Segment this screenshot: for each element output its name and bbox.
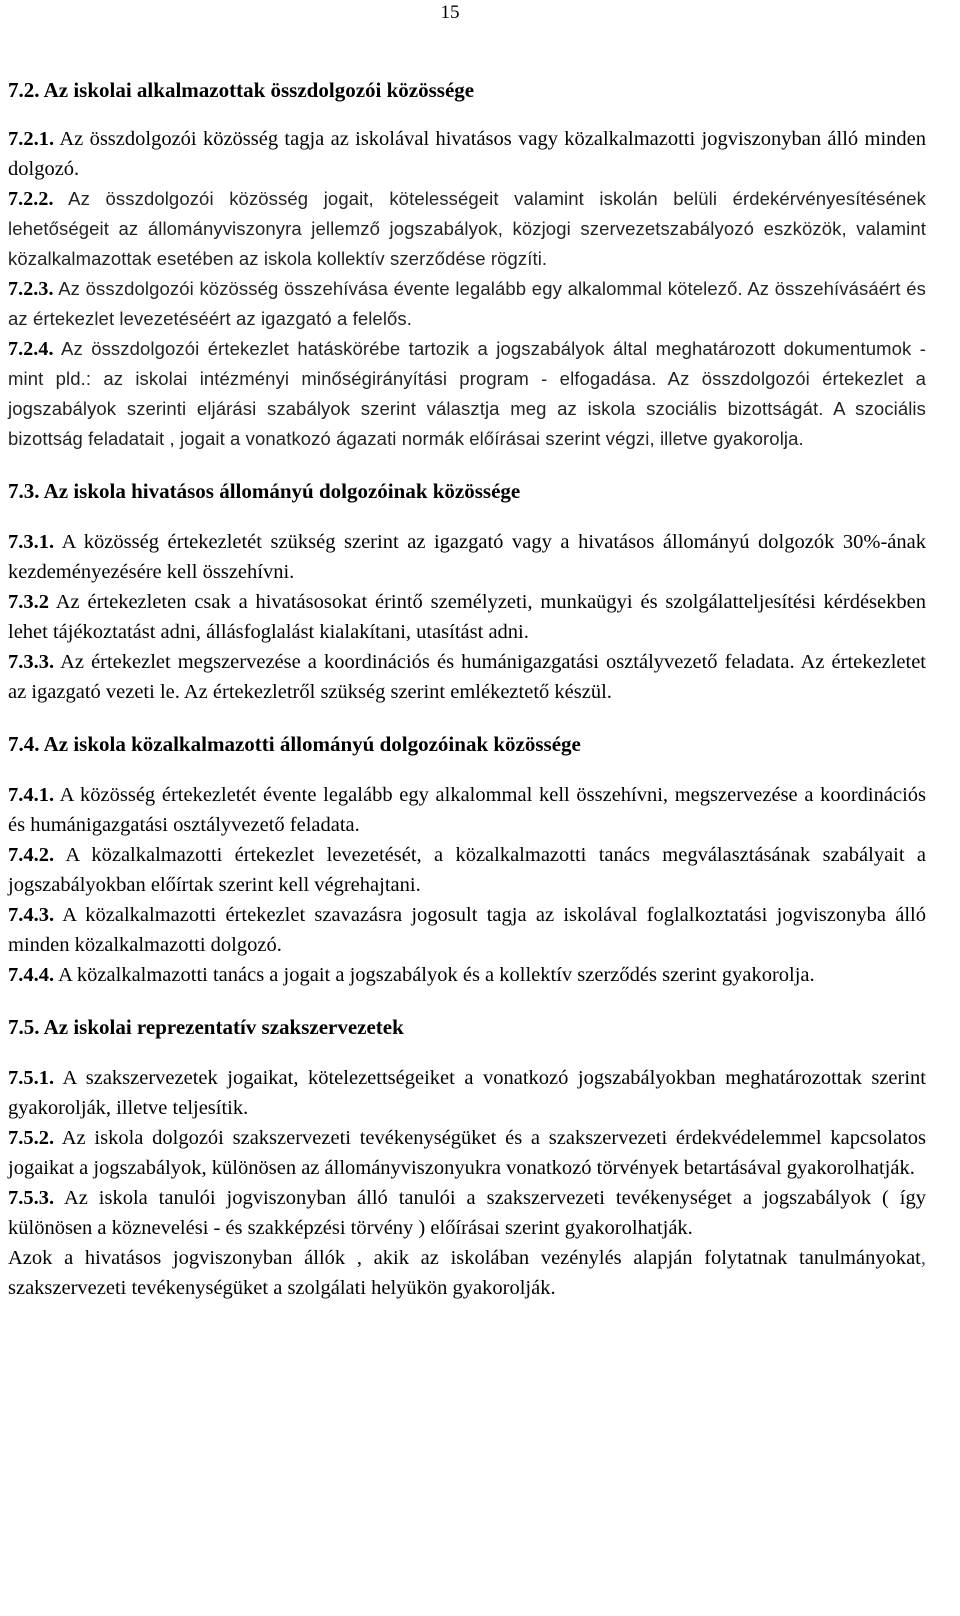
paragraph-text: Az összdolgozói közösség jogait, kötelességeit valamint iskolán belüli érdekérvényesítésének lehetőségeit az állományviszonyra jellemző jogszabályok, közjogi szervezetszabályozó eszközök, valamint közalkalmazottak esetében az iskola kollektív szerződése rögzíti. — [8, 188, 926, 269]
paragraph-7-5-3 — [8, 1183, 926, 1243]
paragraph-text: Az összdolgozói közösség összehívása évente legalább egy alkalommal kötelező. Az összehívásáért és az értekezlet levezetéséért az igazgató a felelős. — [8, 278, 926, 329]
section-heading-7-3: 7.3. Az iskola hivatásos állományú dolgozóinak közössége — [8, 479, 521, 503]
paragraph-number: 7.4.4. — [8, 964, 55, 986]
paragraph-7-4-1 — [8, 780, 926, 840]
paragraph-7-5-2 — [8, 1123, 926, 1183]
paragraph-number: 7.5.3. — [8, 1187, 55, 1209]
closing-paragraph — [8, 1243, 926, 1303]
paragraph-text: Az iskola tanulói jogviszonyban álló tanulói a szakszervezeti tevékenységet a jogszabályok ( így különösen a köznevelési - és szakképzési törvény ) előírásai szerint gyakorolhatják. — [8, 1187, 926, 1239]
paragraph-text: A közalkalmazotti értekezlet levezetését, a közalkalmazotti tanács megválasztásának szabályait a jogszabályokban előírtak szerint kell végrehajtani. — [8, 844, 926, 896]
paragraph-number: 7.3.1. — [8, 531, 55, 553]
paragraph-number: 7.5.2. — [8, 1127, 55, 1149]
page-number: 15 — [440, 2, 460, 23]
paragraph-number: 7.4.3. — [8, 904, 55, 926]
paragraph-number: 7.5.1. — [8, 1067, 55, 1089]
paragraph-7-4-3 — [8, 900, 926, 960]
closing-text-part1: Azok a hivatásos jogviszonyban állók , akik az iskolában vezénylés alapján folytatnak tanulmányokat — [8, 1247, 921, 1269]
section-heading-7-2: 7.2. Az iskolai alkalmazottak összdolgozói közössége — [8, 78, 475, 102]
paragraph-7-2-1 — [8, 124, 926, 184]
paragraph-7-4-2 — [8, 840, 926, 900]
closing-comma: , — [920, 1247, 926, 1269]
paragraph-number: 7.2.3. — [8, 278, 54, 300]
paragraph-text: Az értekezlet megszervezése a koordinációs és humánigazgatási osztályvezető feladata. Az értekezletet az igazgató vezeti le. Az értekezletről szükség szerint emlékeztető készül. — [8, 651, 926, 703]
paragraph-7-2-4 — [8, 334, 926, 454]
paragraph-7-3-1 — [8, 527, 926, 587]
paragraph-7-3-3 — [8, 647, 926, 707]
paragraph-text: Az értekezleten csak a hivatásosokat érintő személyzeti, munkaügyi és szolgálatteljesítési kérdésekben lehet tájékoztatást adni, állásfoglalást kialakítani, utasítást adni. — [8, 591, 926, 643]
section-heading-7-5: 7.5. Az iskolai reprezentatív szakszervezetek — [8, 1015, 404, 1039]
paragraph-number: 7.4.1. — [8, 784, 55, 806]
paragraph-text: Az összdolgozói értekezlet hatáskörébe tartozik a jogszabályok által meghatározott dokumentumok - mint pld.: az iskolai intézményi minőségirányítási program - elfogadása. Az összdolgozói értekezlet a jogszabályok szerinti eljárási szabályok szerint választja meg az iskola szociális bizottságát. A szociális bizottság feladatait , jogait a vonatkozó ágazati normák előírásai szerint végzi, illetve gyakorolja. — [8, 338, 926, 449]
closing-text-part2: szakszervezeti tevékenységüket a szolgálati helyükön gyakorolják. — [8, 1277, 556, 1299]
paragraph-7-2-3 — [8, 274, 926, 334]
paragraph-text: Az iskola dolgozói szakszervezeti tevékenységüket és a szakszervezeti érdekvédelemmel kapcsolatos jogaikat a jogszabályok, különösen az állományviszonyukra vonatkozó törvények betartásával gyakorolhatják. — [8, 1127, 926, 1179]
paragraph-text: A szakszervezetek jogaikat, kötelezettségeiket a vonatkozó jogszabályokban meghatározottak szerint gyakorolják, illetve teljesítik. — [8, 1067, 926, 1119]
section-heading-7-4: 7.4. Az iskola közalkalmazotti állományú dolgozóinak közössége — [8, 732, 581, 756]
paragraph-7-2-2 — [8, 184, 926, 274]
paragraph-number: 7.4.2. — [8, 844, 55, 866]
paragraph-text: A közösség értekezletét évente legalább egy alkalommal kell összehívni, megszervezése a koordinációs és humánigazgatási osztályvezető feladata. — [8, 784, 926, 836]
paragraph-7-4-4 — [8, 960, 926, 990]
paragraph-text: A közösség értekezletét szükség szerint az igazgató vagy a hivatásos állományú dolgozók 30%-ának kezdeményezésére kell összehívni. — [8, 531, 926, 583]
paragraph-number: 7.2.1. — [8, 128, 55, 150]
document-body — [8, 76, 926, 1303]
paragraph-number: 7.3.3. — [8, 651, 55, 673]
paragraph-7-5-1 — [8, 1063, 926, 1123]
paragraph-text: A közalkalmazotti tanács a jogait a jogszabályok és a kollektív szerződés szerint gyakorolja. — [58, 964, 815, 986]
paragraph-text: A közalkalmazotti értekezlet szavazásra jogosult tagja az iskolával foglalkoztatási jogviszonyba álló minden közalkalmazotti dolgozó. — [8, 904, 926, 956]
paragraph-text: Az összdolgozói közösség tagja az iskolával hivatásos vagy közalkalmazotti jogviszonyban álló minden dolgozó. — [8, 128, 926, 180]
paragraph-number: 7.2.2. — [8, 188, 54, 210]
paragraph-7-3-2 — [8, 587, 926, 647]
paragraph-number: 7.2.4. — [8, 338, 54, 360]
paragraph-number: 7.3.2 — [8, 591, 49, 613]
